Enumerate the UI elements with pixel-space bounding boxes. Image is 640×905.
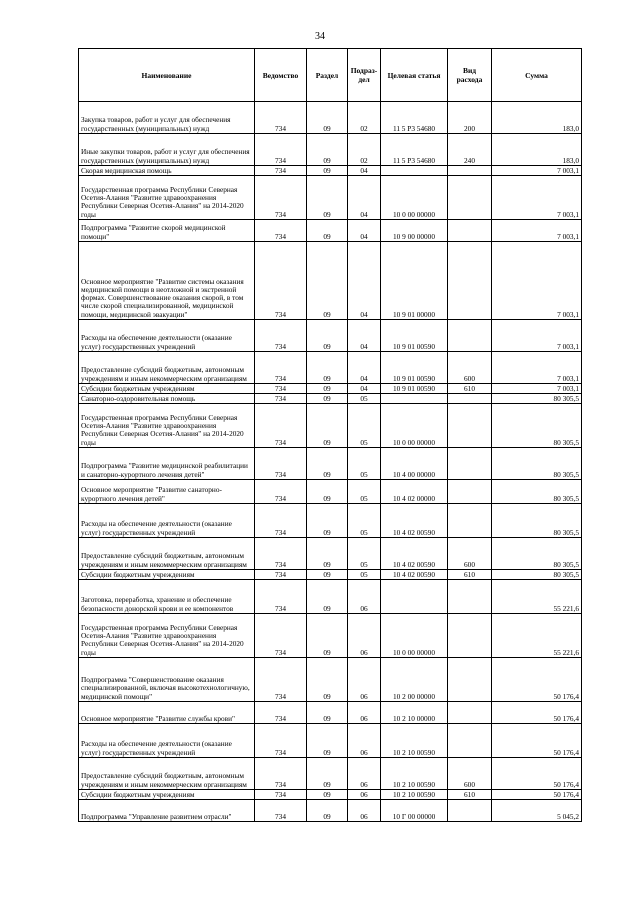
- table-row: [79, 480, 582, 504]
- row-name-cell: Предоставление субсидий бюджетным, автономным учреждениям и иным некоммерческим организациям: [79, 758, 255, 790]
- row-subsection-cell: 06: [348, 702, 381, 724]
- row-subsection-cell: 06: [348, 758, 381, 790]
- row-subsection-cell: 06: [348, 658, 381, 702]
- row-section-cell: 09: [307, 242, 348, 320]
- row-subsection-cell: 02: [348, 134, 381, 166]
- row-target-article-cell: [381, 394, 448, 404]
- row-subsection-cell: 06: [348, 800, 381, 822]
- table-row: [79, 166, 582, 176]
- row-section-cell: 09: [307, 176, 348, 220]
- row-expense-type-cell: [448, 404, 492, 448]
- row-target-article-cell: 10 2 10 00590: [381, 758, 448, 790]
- row-section-cell: 09: [307, 800, 348, 822]
- row-target-article-cell: [381, 580, 448, 614]
- row-expense-type-cell: [448, 800, 492, 822]
- row-department-cell: 734: [255, 320, 307, 352]
- row-subsection-cell: 06: [348, 724, 381, 758]
- row-amount-cell: 50 176,4: [492, 758, 582, 790]
- row-target-article-cell: 10 9 01 00590: [381, 352, 448, 384]
- row-section-cell: 09: [307, 320, 348, 352]
- row-amount-cell: 80 305,5: [492, 570, 582, 580]
- row-section-cell: 09: [307, 220, 348, 242]
- row-amount-cell: 80 305,5: [492, 448, 582, 480]
- row-section-cell: 09: [307, 384, 348, 394]
- header-target-article: Целевая статья: [381, 49, 448, 102]
- row-section-cell: 09: [307, 538, 348, 570]
- row-name-cell: Заготовка, переработка, хранение и обеспечение безопасности донорской крови и ее компонентов: [79, 580, 255, 614]
- row-expense-type-cell: 610: [448, 570, 492, 580]
- header-subsection: Подраз-дел: [348, 49, 381, 102]
- row-expense-type-cell: 600: [448, 538, 492, 570]
- row-target-article-cell: 10 4 02 00000: [381, 480, 448, 504]
- table-row: [79, 352, 582, 384]
- row-target-article-cell: 10 0 00 00000: [381, 176, 448, 220]
- row-target-article-cell: 10 4 00 00000: [381, 448, 448, 480]
- row-section-cell: 09: [307, 448, 348, 480]
- row-amount-cell: 7 003,1: [492, 242, 582, 320]
- row-subsection-cell: 04: [348, 242, 381, 320]
- table-row: [79, 580, 582, 614]
- row-name-cell: Расходы на обеспечение деятельности (оказание услуг) государственных учреждений: [79, 724, 255, 758]
- row-amount-cell: 7 003,1: [492, 166, 582, 176]
- row-target-article-cell: [381, 166, 448, 176]
- row-section-cell: 09: [307, 394, 348, 404]
- row-department-cell: 734: [255, 614, 307, 658]
- row-department-cell: 734: [255, 724, 307, 758]
- table-row: [79, 570, 582, 580]
- table-row: [79, 758, 582, 790]
- row-subsection-cell: 05: [348, 570, 381, 580]
- row-name-cell: Основное мероприятие "Развитие системы оказания медицинской помощи в неотложной и экстренной формах. Совершенствование оказания скорой, в том числе скорой специализированной, медицинской помощи, медицинской эвакуации": [79, 242, 255, 320]
- row-amount-cell: 80 305,5: [492, 404, 582, 448]
- row-amount-cell: 50 176,4: [492, 702, 582, 724]
- table-row: [79, 384, 582, 394]
- row-expense-type-cell: [448, 724, 492, 758]
- row-target-article-cell: 10 9 01 00000: [381, 242, 448, 320]
- row-department-cell: 734: [255, 504, 307, 538]
- table-row: [79, 394, 582, 404]
- row-expense-type-cell: 240: [448, 134, 492, 166]
- row-section-cell: 09: [307, 758, 348, 790]
- row-department-cell: 734: [255, 790, 307, 800]
- table-body: [79, 102, 582, 822]
- row-target-article-cell: 10 0 00 00000: [381, 404, 448, 448]
- row-department-cell: 734: [255, 580, 307, 614]
- row-amount-cell: 7 003,1: [492, 176, 582, 220]
- row-target-article-cell: 11 5 Р3 54680: [381, 134, 448, 166]
- row-target-article-cell: 10 2 10 00000: [381, 702, 448, 724]
- row-expense-type-cell: [448, 394, 492, 404]
- table-row: [79, 448, 582, 480]
- row-section-cell: 09: [307, 614, 348, 658]
- table-row: [79, 242, 582, 320]
- header-department: Ведомство: [255, 49, 307, 102]
- row-amount-cell: 80 305,5: [492, 480, 582, 504]
- row-section-cell: 09: [307, 166, 348, 176]
- row-subsection-cell: 05: [348, 394, 381, 404]
- row-section-cell: 09: [307, 504, 348, 538]
- row-name-cell: Предоставление субсидий бюджетным, автономным учреждениям и иным некоммерческим организациям: [79, 538, 255, 570]
- row-amount-cell: 183,0: [492, 102, 582, 134]
- row-department-cell: 734: [255, 384, 307, 394]
- row-name-cell: Подпрограмма "Совершенствование оказания специализированной, включая высокотехнологичную, медицинской помощи": [79, 658, 255, 702]
- row-amount-cell: 7 003,1: [492, 384, 582, 394]
- header-expense-type: Вид расхода: [448, 49, 492, 102]
- row-name-cell: Иные закупки товаров, работ и услуг для обеспечения государственных (муниципальных) нужд: [79, 134, 255, 166]
- header-name: Наименование: [79, 49, 255, 102]
- row-amount-cell: 50 176,4: [492, 658, 582, 702]
- row-name-cell: Субсидии бюджетным учреждениям: [79, 790, 255, 800]
- table-row: [79, 538, 582, 570]
- row-amount-cell: 55 221,6: [492, 614, 582, 658]
- row-expense-type-cell: [448, 320, 492, 352]
- row-subsection-cell: 04: [348, 320, 381, 352]
- table-row: [79, 702, 582, 724]
- row-section-cell: 09: [307, 102, 348, 134]
- row-department-cell: 734: [255, 480, 307, 504]
- row-name-cell: Государственная программа Республики Северная Осетия-Алания "Развитие здравоохранения Республики Северная Осетия-Алания" на 2014-2020 годы: [79, 404, 255, 448]
- row-subsection-cell: 06: [348, 580, 381, 614]
- row-expense-type-cell: 600: [448, 758, 492, 790]
- row-name-cell: Предоставление субсидий бюджетным, автономным учреждениям и иным некоммерческим организациям: [79, 352, 255, 384]
- row-expense-type-cell: [448, 176, 492, 220]
- row-expense-type-cell: [448, 242, 492, 320]
- row-amount-cell: 183,0: [492, 134, 582, 166]
- row-target-article-cell: 10 9 00 00000: [381, 220, 448, 242]
- row-amount-cell: 55 221,6: [492, 580, 582, 614]
- row-department-cell: 734: [255, 448, 307, 480]
- row-expense-type-cell: [448, 220, 492, 242]
- table-row: [79, 504, 582, 538]
- row-amount-cell: 7 003,1: [492, 320, 582, 352]
- row-name-cell: Государственная программа Республики Северная Осетия-Алания "Развитие здравоохранения Республики Северная Осетия-Алания" на 2014-2020 годы: [79, 614, 255, 658]
- row-department-cell: 734: [255, 658, 307, 702]
- row-target-article-cell: 10 2 10 00590: [381, 724, 448, 758]
- table-row: [79, 724, 582, 758]
- row-subsection-cell: 04: [348, 384, 381, 394]
- row-amount-cell: 50 176,4: [492, 724, 582, 758]
- row-name-cell: Закупка товаров, работ и услуг для обеспечения государственных (муниципальных) нужд: [79, 102, 255, 134]
- row-name-cell: Расходы на обеспечение деятельности (оказание услуг) государственных учреждений: [79, 320, 255, 352]
- table-row: [79, 658, 582, 702]
- header-section: Раздел: [307, 49, 348, 102]
- row-amount-cell: 7 003,1: [492, 352, 582, 384]
- row-subsection-cell: 06: [348, 790, 381, 800]
- row-expense-type-cell: 610: [448, 384, 492, 394]
- table-row: [79, 102, 582, 134]
- row-subsection-cell: 04: [348, 176, 381, 220]
- row-name-cell: Подпрограмма "Развитие медицинской реабилитации и санаторно-курортного лечения детей": [79, 448, 255, 480]
- row-amount-cell: 80 305,5: [492, 538, 582, 570]
- row-name-cell: Подпрограмма "Управление развитием отрасли": [79, 800, 255, 822]
- row-amount-cell: 80 305,5: [492, 504, 582, 538]
- row-expense-type-cell: [448, 658, 492, 702]
- row-section-cell: 09: [307, 580, 348, 614]
- row-name-cell: Подпрограмма "Развитие скорой медицинской помощи": [79, 220, 255, 242]
- row-department-cell: 734: [255, 102, 307, 134]
- row-expense-type-cell: 600: [448, 352, 492, 384]
- row-name-cell: Основное мероприятие "Развитие службы крови": [79, 702, 255, 724]
- row-target-article-cell: 10 4 02 00590: [381, 570, 448, 580]
- table-header-row: [79, 49, 582, 102]
- row-subsection-cell: 05: [348, 448, 381, 480]
- row-department-cell: 734: [255, 220, 307, 242]
- row-section-cell: 09: [307, 702, 348, 724]
- row-target-article-cell: 11 5 Р3 54680: [381, 102, 448, 134]
- row-target-article-cell: 10 4 02 00590: [381, 504, 448, 538]
- row-target-article-cell: 10 2 00 00000: [381, 658, 448, 702]
- row-department-cell: 734: [255, 538, 307, 570]
- row-section-cell: 09: [307, 352, 348, 384]
- row-expense-type-cell: [448, 580, 492, 614]
- row-expense-type-cell: [448, 614, 492, 658]
- row-section-cell: 09: [307, 134, 348, 166]
- row-department-cell: 734: [255, 394, 307, 404]
- row-department-cell: 734: [255, 134, 307, 166]
- row-expense-type-cell: 200: [448, 102, 492, 134]
- row-section-cell: 09: [307, 480, 348, 504]
- row-subsection-cell: 05: [348, 504, 381, 538]
- page-number: 34: [315, 31, 325, 42]
- table-row: [79, 800, 582, 822]
- row-expense-type-cell: 610: [448, 790, 492, 800]
- row-expense-type-cell: [448, 480, 492, 504]
- row-amount-cell: 7 003,1: [492, 220, 582, 242]
- row-amount-cell: 5 045,2: [492, 800, 582, 822]
- row-amount-cell: 50 176,4: [492, 790, 582, 800]
- table-row: [79, 134, 582, 166]
- row-subsection-cell: 05: [348, 480, 381, 504]
- row-department-cell: 734: [255, 758, 307, 790]
- row-department-cell: 734: [255, 800, 307, 822]
- header-amount: Сумма: [492, 49, 582, 102]
- table-row: [79, 320, 582, 352]
- row-section-cell: 09: [307, 404, 348, 448]
- row-name-cell: Субсидии бюджетным учреждениям: [79, 384, 255, 394]
- row-department-cell: 734: [255, 242, 307, 320]
- row-target-article-cell: 10 9 01 00590: [381, 384, 448, 394]
- row-target-article-cell: 10 2 10 00590: [381, 790, 448, 800]
- row-subsection-cell: 04: [348, 352, 381, 384]
- row-subsection-cell: 06: [348, 614, 381, 658]
- row-name-cell: Основное мероприятие "Развитие санаторно-курортного лечения детей": [79, 480, 255, 504]
- table-row: [79, 790, 582, 800]
- row-department-cell: 734: [255, 352, 307, 384]
- row-subsection-cell: 05: [348, 404, 381, 448]
- row-target-article-cell: 10 9 01 00590: [381, 320, 448, 352]
- row-expense-type-cell: [448, 702, 492, 724]
- row-department-cell: 734: [255, 404, 307, 448]
- row-name-cell: Государственная программа Республики Северная Осетия-Алания "Развитие здравоохранения Республики Северная Осетия-Алания" на 2014-2020 годы: [79, 176, 255, 220]
- row-expense-type-cell: [448, 166, 492, 176]
- row-department-cell: 734: [255, 702, 307, 724]
- row-section-cell: 09: [307, 724, 348, 758]
- row-amount-cell: 80 305,5: [492, 394, 582, 404]
- row-subsection-cell: 04: [348, 220, 381, 242]
- row-subsection-cell: 05: [348, 538, 381, 570]
- row-expense-type-cell: [448, 504, 492, 538]
- table-row: [79, 614, 582, 658]
- row-department-cell: 734: [255, 570, 307, 580]
- row-department-cell: 734: [255, 166, 307, 176]
- row-section-cell: 09: [307, 790, 348, 800]
- row-name-cell: Санаторно-оздоровительная помощь: [79, 394, 255, 404]
- table-row: [79, 176, 582, 220]
- row-name-cell: Субсидии бюджетным учреждениям: [79, 570, 255, 580]
- row-name-cell: Скорая медицинская помощь: [79, 166, 255, 176]
- row-target-article-cell: 10 Г 00 00000: [381, 800, 448, 822]
- row-section-cell: 09: [307, 658, 348, 702]
- row-target-article-cell: 10 0 00 00000: [381, 614, 448, 658]
- row-department-cell: 734: [255, 176, 307, 220]
- row-subsection-cell: 04: [348, 166, 381, 176]
- row-target-article-cell: 10 4 02 00590: [381, 538, 448, 570]
- table-row: [79, 404, 582, 448]
- row-subsection-cell: 02: [348, 102, 381, 134]
- row-section-cell: 09: [307, 570, 348, 580]
- row-expense-type-cell: [448, 448, 492, 480]
- budget-table: [78, 48, 582, 822]
- table-row: [79, 220, 582, 242]
- row-name-cell: Расходы на обеспечение деятельности (оказание услуг) государственных учреждений: [79, 504, 255, 538]
